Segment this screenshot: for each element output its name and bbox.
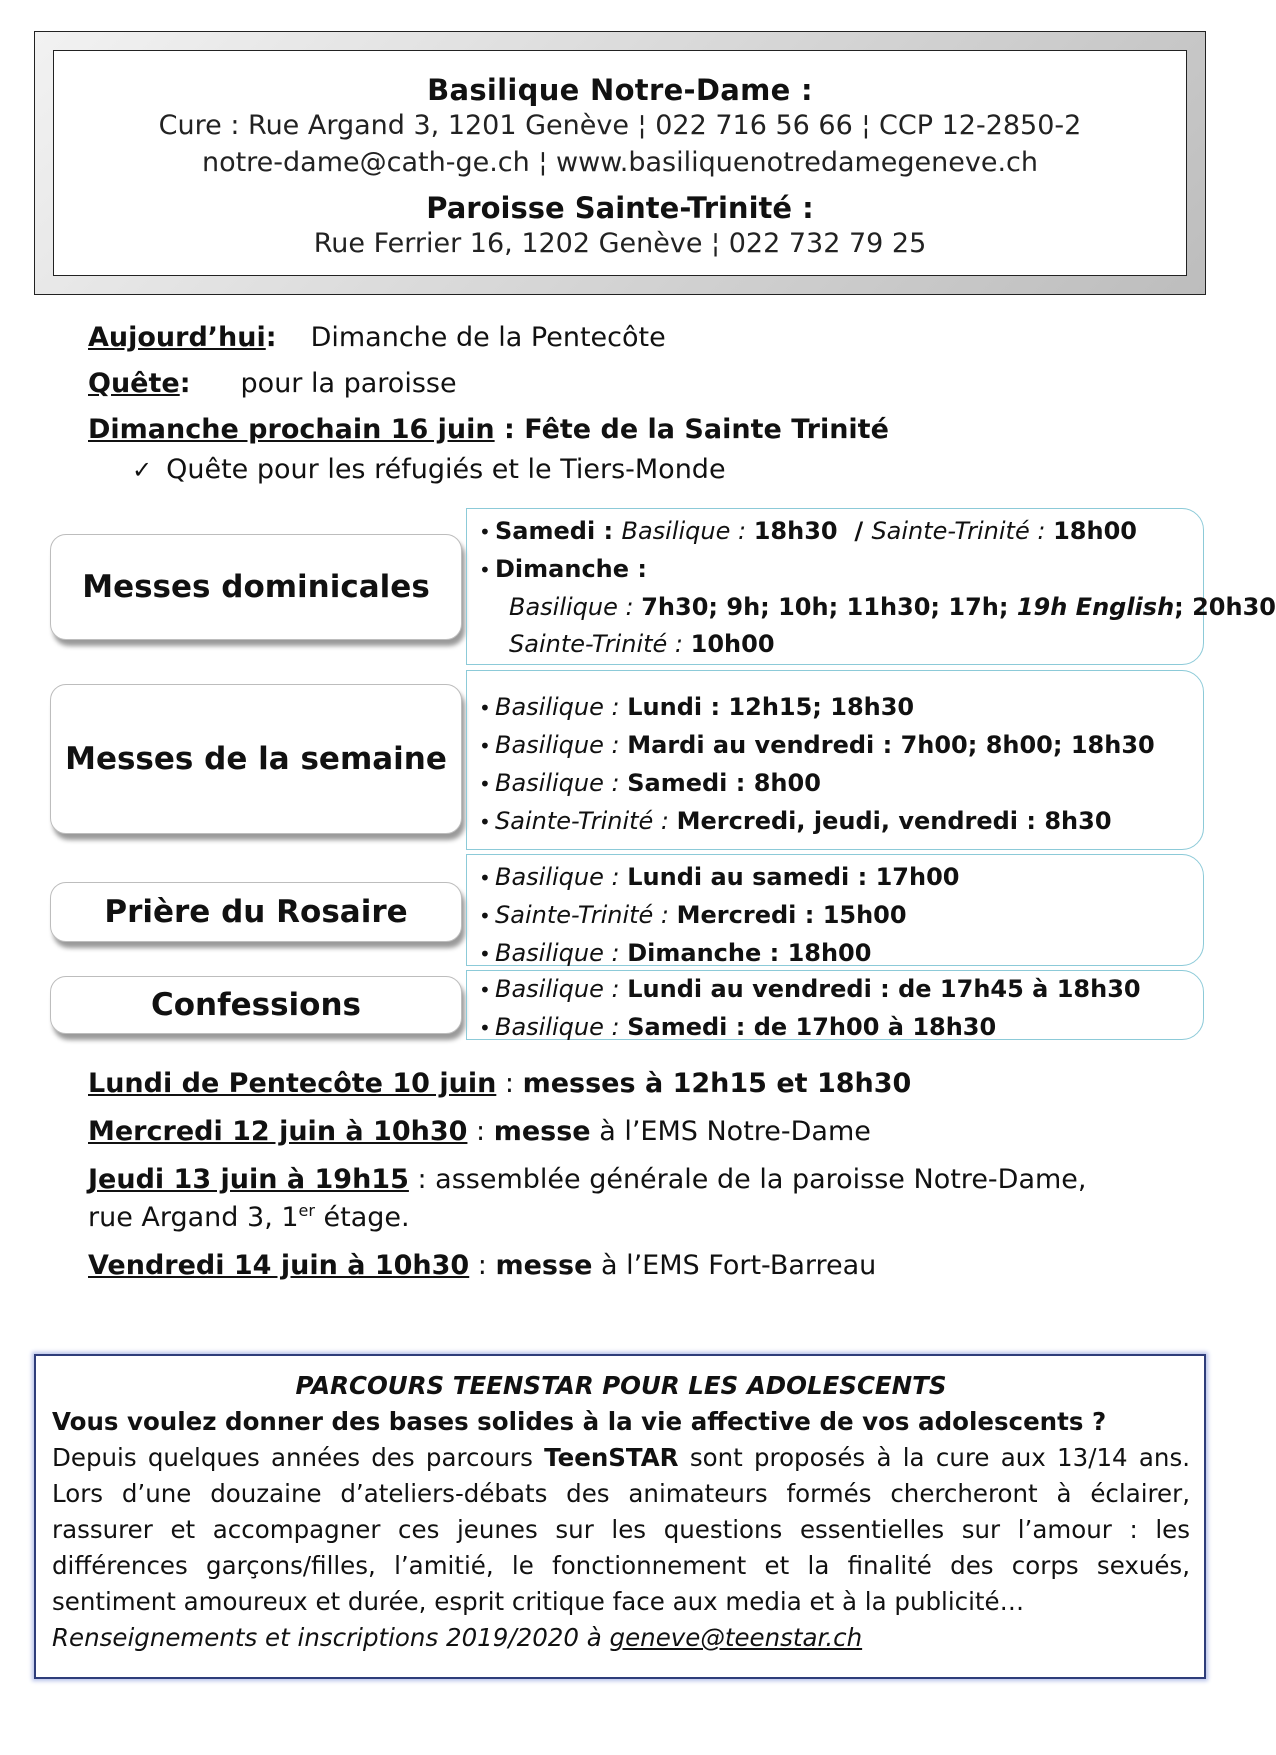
collection-note-text: Quête pour les réfugiés et le Tiers-Monde bbox=[166, 454, 726, 485]
list-item: • Basilique : Dimanche : 18h00 bbox=[479, 935, 1203, 973]
quete-colon: : bbox=[179, 368, 191, 399]
event-text: à l’EMS Notre-Dame bbox=[590, 1116, 871, 1147]
bullet-icon: • bbox=[479, 978, 491, 1002]
event-item: Vendredi 14 juin à 10h30 : messe à l’EMS Fort-Barreau bbox=[88, 1250, 877, 1281]
teenstar-body: Depuis quelques années des parcours TeenSTAR sont proposés à la cure aux 13/14 ans. Lors d’une douzaine d’ateliers-débats des animateurs formés chercheront à éclairer, rassurer et accompagner ces jeunes sur les questions essentielles sur l’amour : les différences garçons/filles, l’amitié, le fonctionnement et la finalité des corps sexués, sentiment amoureux et durée, esprit critique face aux media et à la publicité… bbox=[52, 1443, 1191, 1616]
list-item: • Sainte-Trinité : Mercredi : 15h00 bbox=[479, 897, 1203, 935]
next-sunday-value: Fête de la Sainte Trinité bbox=[524, 414, 889, 445]
bullet-icon: • bbox=[479, 942, 491, 966]
basilique-title: Basilique Notre-Dame : bbox=[427, 73, 813, 107]
event-text: : assemblée générale de la paroisse Notre-Dame, bbox=[408, 1164, 1087, 1195]
next-sunday-label: Dimanche prochain 16 juin bbox=[88, 414, 495, 445]
list-item: • Basilique : Lundi au vendredi : de 17h45 à 18h30 bbox=[479, 971, 1203, 1009]
event-date: Vendredi 14 juin à 10h30 bbox=[88, 1250, 470, 1281]
tag-label: Prière du Rosaire bbox=[104, 894, 408, 930]
next-sunday-colon: : bbox=[494, 414, 525, 445]
bullet-icon: • bbox=[479, 904, 491, 928]
tag-messes-semaine bbox=[50, 684, 462, 834]
teenstar-email-link[interactable]: geneve@teenstar.ch bbox=[609, 1623, 863, 1652]
tag-messes-dominicales bbox=[50, 534, 462, 640]
header-content bbox=[53, 50, 1187, 276]
teenstar-question: Vous voulez donner des bases solides à la vie affective de vos adolescents ? bbox=[52, 1407, 1107, 1436]
tag-label: Messes de la semaine bbox=[65, 741, 447, 777]
event-date: Jeudi 13 juin à 19h15 bbox=[88, 1164, 409, 1195]
list-item: • Basilique : Mardi au vendredi : 7h00; 8h00; 18h30 bbox=[479, 727, 1203, 765]
list-item: • Basilique : Samedi : de 17h00 à 18h30 bbox=[479, 1009, 1203, 1047]
panel-confessions bbox=[466, 970, 1204, 1040]
event-item: Jeudi 13 juin à 19h15 : assemblée générale de la paroisse Notre-Dame, rue Argand 3, 1er étage. bbox=[88, 1164, 1087, 1233]
today-label: Aujourd’hui bbox=[88, 322, 266, 353]
list-item: • Sainte-Trinité : Mercredi, jeudi, vendredi : 8h30 bbox=[479, 803, 1203, 841]
today-block bbox=[88, 315, 889, 487]
cure-address: Cure : Rue Argand 3, 1201 Genève ¦ 022 716 56 66 ¦ CCP 12-2850-2 bbox=[158, 110, 1082, 141]
quete-value: pour la paroisse bbox=[240, 368, 457, 399]
teenstar-footer: Renseignements et inscriptions 2019/2020 à geneve@teenstar.ch bbox=[52, 1623, 863, 1652]
quete-label: Quête bbox=[88, 368, 180, 399]
bullet-icon: • bbox=[479, 810, 491, 834]
bullet-icon: • bbox=[479, 866, 491, 890]
list-item: • Samedi : Basilique : 18h30 / Sainte-Trinité : 18h00 bbox=[479, 513, 1203, 551]
event-text: à l’EMS Fort-Barreau bbox=[592, 1250, 877, 1281]
event-date: Lundi de Pentecôte 10 juin bbox=[88, 1068, 497, 1099]
event-item: Mercredi 12 juin à 10h30 : messe à l’EMS Notre-Dame bbox=[88, 1116, 871, 1147]
collection-note bbox=[88, 453, 889, 487]
paroisse-address: Rue Ferrier 16, 1202 Genève ¦ 022 732 79 25 bbox=[313, 228, 927, 259]
list-item: • Basilique : Lundi au samedi : 17h00 bbox=[479, 859, 1203, 897]
panel-messes-semaine bbox=[466, 670, 1204, 850]
today-colon: : bbox=[265, 322, 277, 353]
events-list bbox=[88, 1065, 1087, 1295]
list-item: Basilique : 7h30; 9h; 10h; 11h30; 17h; 19h English; 20h30 bbox=[509, 593, 1276, 621]
today-row bbox=[88, 315, 889, 361]
event-item: Lundi de Pentecôte 10 juin : messes à 12h15 et 18h30 bbox=[88, 1068, 912, 1099]
panel-messes-dominicales bbox=[466, 508, 1276, 665]
teenstar-box bbox=[34, 1354, 1206, 1679]
tag-label: Confessions bbox=[151, 987, 361, 1023]
event-text: messes à 12h15 et 18h30 bbox=[522, 1068, 912, 1099]
quete-row bbox=[88, 361, 889, 407]
today-value: Dimanche de la Pentecôte bbox=[310, 322, 666, 353]
teenstar-title: PARCOURS TEENSTAR POUR LES ADOLESCENTS bbox=[295, 1371, 947, 1400]
tag-priere-rosaire bbox=[50, 882, 462, 942]
contact-links[interactable]: notre-dame@cath-ge.ch ¦ www.basiliquenotredamegeneve.ch bbox=[201, 147, 1039, 178]
tag-confessions bbox=[50, 976, 462, 1034]
bullet-icon: • bbox=[479, 558, 491, 582]
event-date: Mercredi 12 juin à 10h30 bbox=[88, 1116, 468, 1147]
paroisse-title: Paroisse Sainte-Trinité : bbox=[426, 191, 814, 225]
bullet-icon: • bbox=[479, 520, 491, 544]
bullet-icon: • bbox=[479, 1016, 491, 1040]
list-item: • Basilique : Lundi : 12h15; 18h30 bbox=[479, 689, 1203, 727]
checkmark-icon: ✓ bbox=[132, 456, 153, 484]
bullet-icon: • bbox=[479, 734, 491, 758]
list-item: • Dimanche : bbox=[479, 551, 1203, 589]
header-frame bbox=[34, 31, 1206, 295]
list-item: Sainte-Trinité : 10h00 bbox=[509, 630, 775, 658]
list-item: • Basilique : Samedi : 8h00 bbox=[479, 765, 1203, 803]
bullet-icon: • bbox=[479, 772, 491, 796]
next-sunday-row bbox=[88, 407, 889, 453]
panel-priere-rosaire bbox=[466, 854, 1204, 966]
tag-label: Messes dominicales bbox=[82, 569, 430, 605]
bullet-icon: • bbox=[479, 696, 491, 720]
